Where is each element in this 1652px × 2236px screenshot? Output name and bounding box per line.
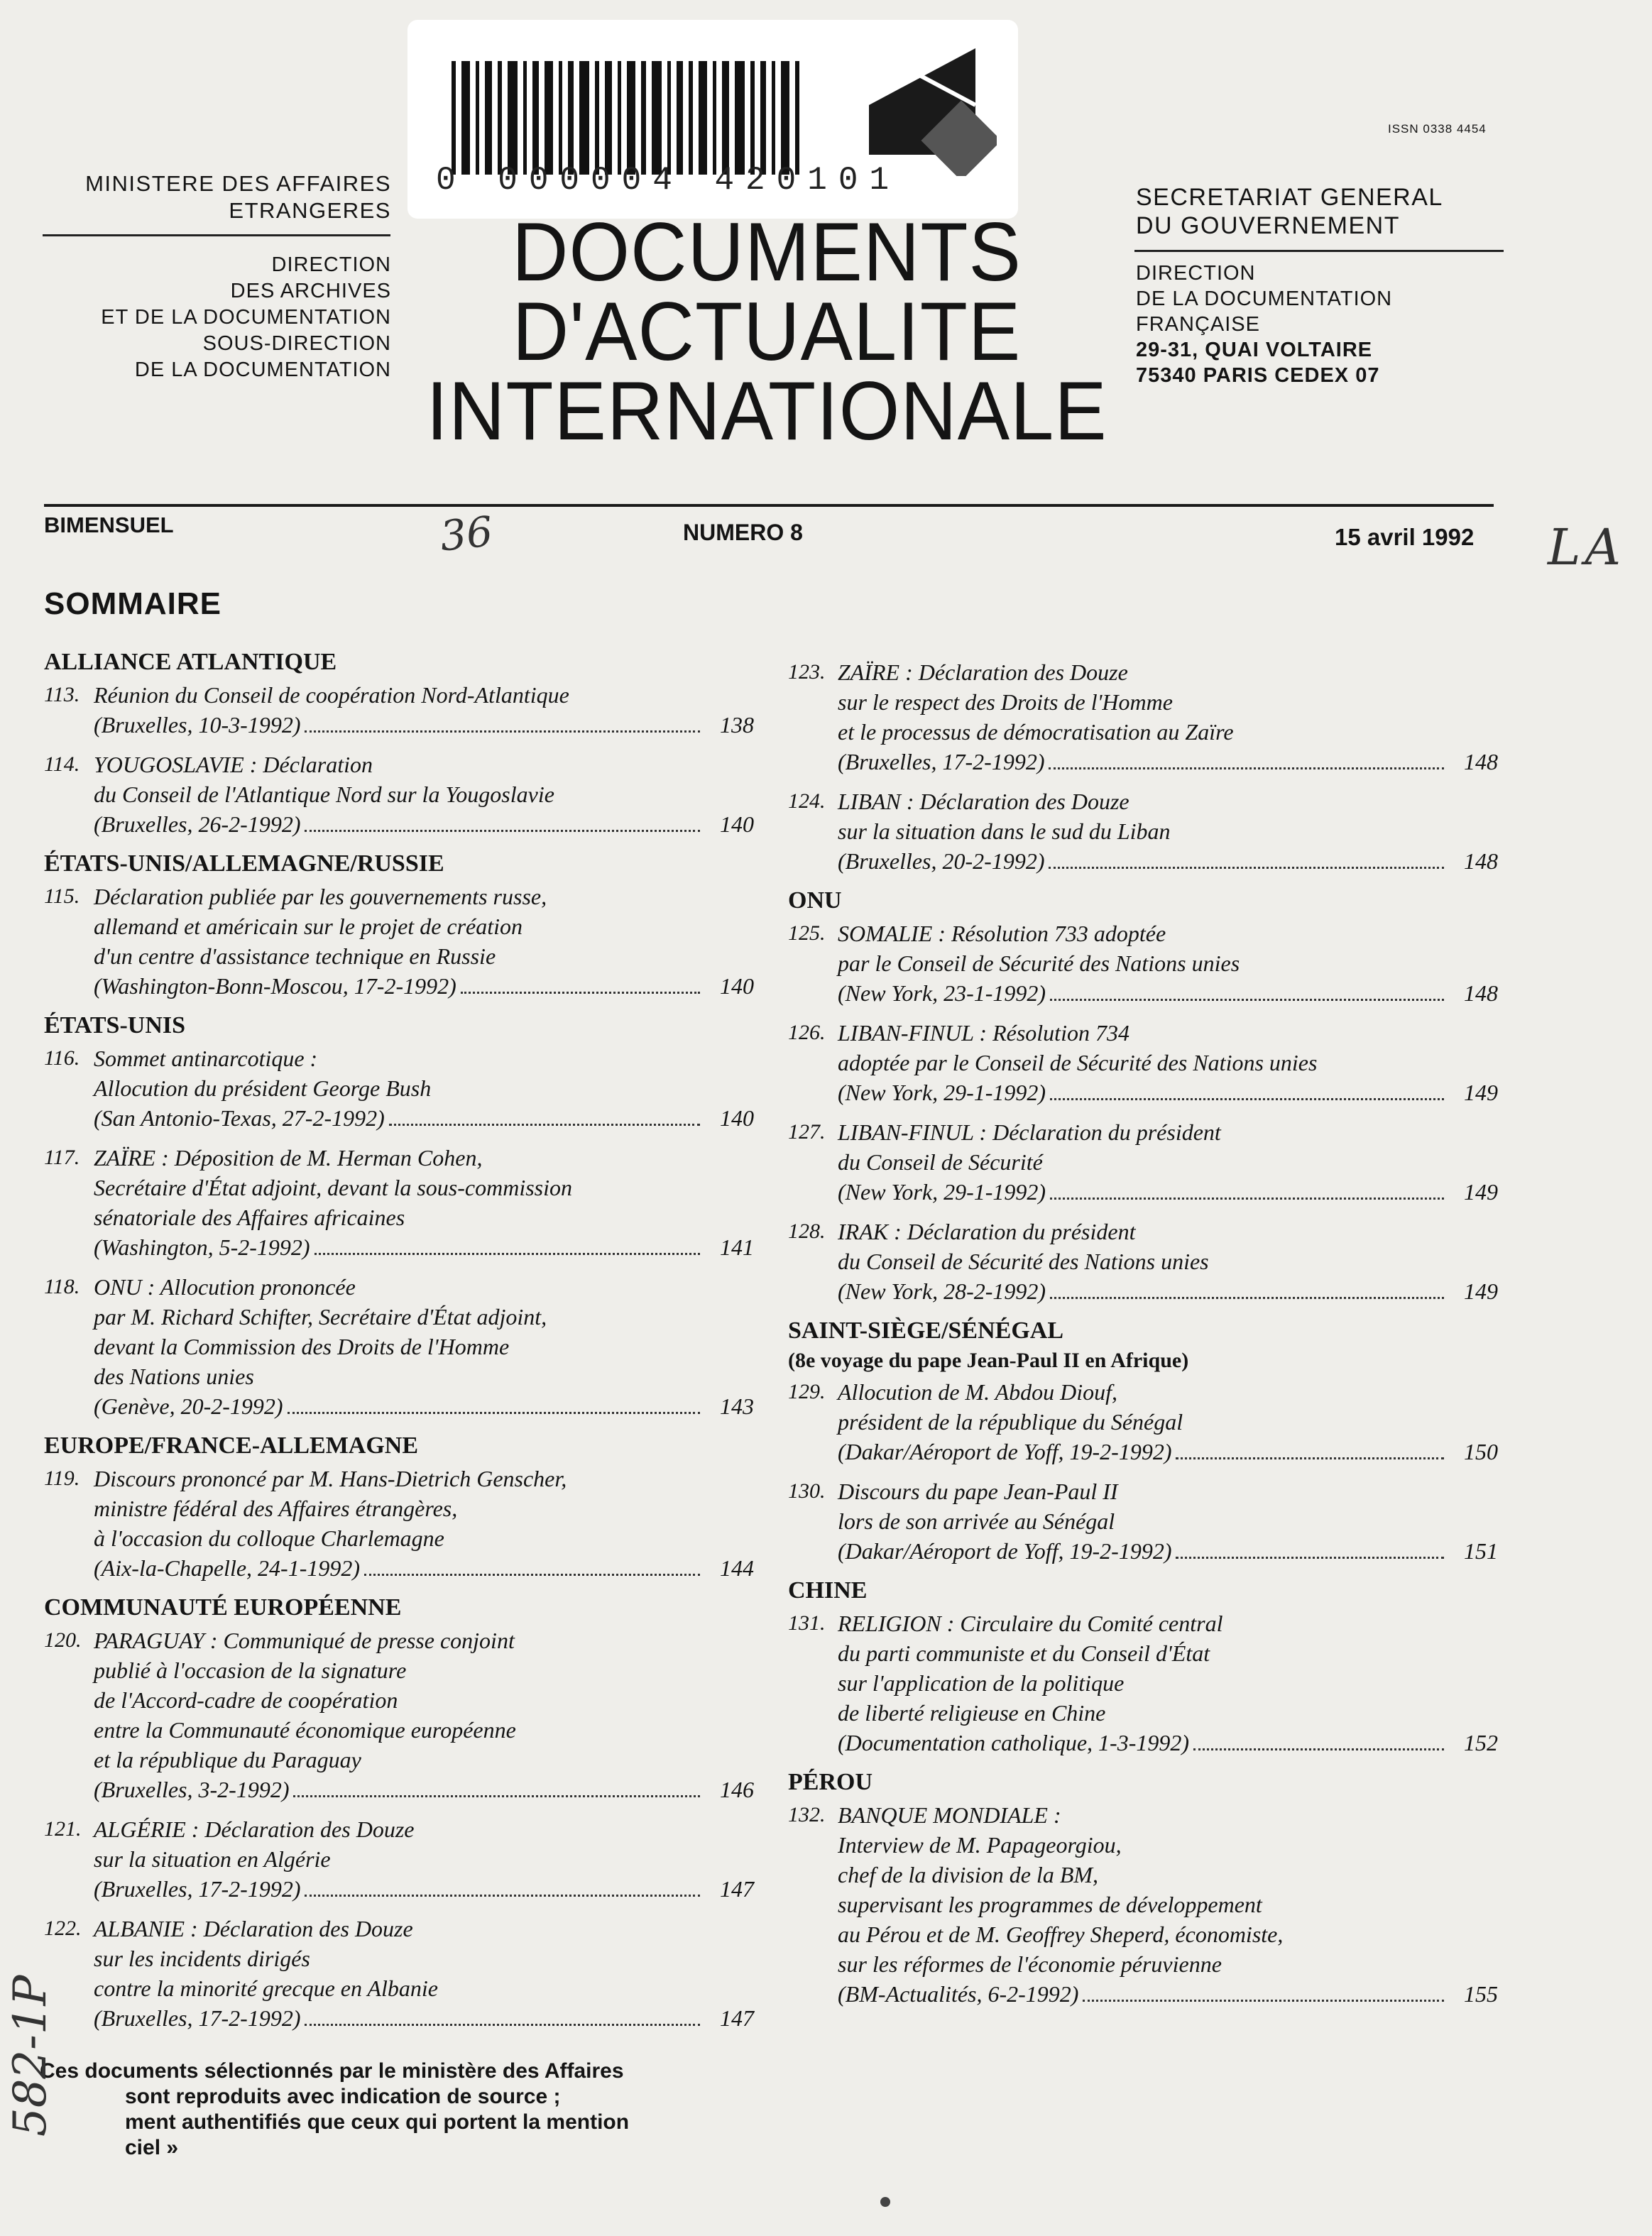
toc-entry-title-line: Discours prononcé par M. Hans-Dietrich Genscher, [94,1466,567,1491]
toc-section-heading: EUROPE/FRANCE-ALLEMAGNE [44,1432,419,1459]
toc-entry-title-line: Réunion du Conseil de coopération Nord-Atlantique [94,682,569,708]
toc-entry-title-line: adoptée par le Conseil de Sécurité des Nations unies [838,1050,1318,1075]
toc-entry-title-line: ALGÉRIE : Déclaration des Douze [94,1816,415,1842]
toc-entry-source: (Bruxelles, 17-2-1992) [94,2005,301,2031]
toc-entry [788,1609,1498,1758]
toc-entry [44,1043,754,1133]
ministry-name: MINISTERE DES AFFAIRES ETRANGERES [85,171,391,223]
toc-entry-title-line: ALBANIE : Déclaration des Douze [94,1916,413,1941]
toc-entry [44,1464,754,1583]
toc-entry-number: 122. [44,1917,82,1940]
toc-entry-number: 119. [44,1467,80,1490]
toc-entry [788,1800,1498,2009]
toc-leader-dots [305,2024,700,2026]
toc-entry-title-line: de liberté religieuse en Chine [838,1700,1106,1726]
toc-entry [44,1272,754,1421]
toc-entry-title-line: Secrétaire d'État adjoint, devant la sous-commission [94,1175,573,1200]
toc-leader-dots [1049,767,1444,769]
toc-entry-page: 146 [720,1777,754,1802]
toc-entry-title-line: RELIGION : Circulaire du Comité central [838,1611,1223,1636]
toc-entry-title-line: Sommet antinarcotique : [94,1046,318,1071]
toc-leader-dots [1050,1297,1444,1299]
toc-entry-title-line: à l'occasion du colloque Charlemagne [94,1525,444,1551]
toc-leader-dots [288,1412,700,1414]
toc-leader-dots [1050,1198,1444,1200]
publication-title: DOCUMENTS D'ACTUALITE INTERNATIONALE [426,206,1107,458]
toc-leader-dots [305,830,700,832]
toc-entry-title-line: et la république du Paraguay [94,1747,361,1772]
toc-entry-title-line: au Pérou et de M. Geoffrey Sheperd, économiste, [838,1922,1284,1947]
toc-entry-title-line: SOMALIE : Résolution 733 adoptée [838,921,1166,946]
toc-entry-number: 121. [44,1817,82,1841]
toc-entry-title-line: ministre fédéral des Affaires étrangères, [94,1496,458,1521]
toc-entry [788,657,1498,777]
toc-entry [788,1217,1498,1306]
secretariat-name: SECRETARIAT GENERAL DU GOUVERNEMENT [1136,184,1443,239]
handwritten-initials: LA [1548,518,1626,576]
toc-entry-page: 141 [720,1234,754,1260]
toc-entry-title-line: sur les réformes de l'économie péruvienne [838,1951,1222,1977]
toc-entry-source: (Documentation catholique, 1-3-1992) [838,1730,1189,1755]
toc-entry-source: (Genève, 20-2-1992) [94,1393,283,1419]
toc-entry-title-line: Allocution de M. Abdou Diouf, [838,1379,1118,1405]
toc-entry-source: (Dakar/Aéroport de Yoff, 19-2-1992) [838,1439,1172,1464]
issue-number: NUMERO 8 [683,520,803,545]
issn-number: ISSN 0338 4454 [1388,122,1487,136]
toc-entry-source: (New York, 23-1-1992) [838,980,1046,1006]
publisher-logo-icon [862,41,997,176]
toc-entry-number: 130. [788,1479,826,1503]
toc-entry-number: 117. [44,1146,80,1169]
toc-section-heading: COMMUNAUTÉ EUROPÉENNE [44,1594,402,1621]
toc-entry-title-line: BANQUE MONDIALE : [838,1802,1061,1828]
toc-entry-title-line: publié à l'occasion de la signature [94,1657,407,1683]
toc-entry-page: 149 [1464,1080,1498,1105]
toc-entry-title-line: contre la minorité grecque en Albanie [94,1975,438,2001]
ministry-divider [43,234,390,236]
toc-leader-dots [364,1574,700,1576]
toc-entry-title-line: de l'Accord-cadre de coopération [94,1687,398,1713]
toc-section-heading: SAINT-SIÈGE/SÉNÉGAL [788,1317,1064,1344]
toc-entry-number: 128. [788,1220,826,1243]
toc-entry-title-line: Allocution du président George Bush [94,1075,432,1101]
toc-entry-number: 116. [44,1046,80,1070]
toc-entry-source: (Dakar/Aéroport de Yoff, 19-2-1992) [838,1538,1172,1564]
toc-entry-page: 140 [720,811,754,837]
toc-leader-dots [293,1795,700,1797]
toc-entry-source: (New York, 29-1-1992) [838,1080,1046,1105]
toc-entry-title-line: sur le respect des Droits de l'Homme [838,689,1173,715]
toc-entry-title-line: devant la Commission des Droits de l'Homme [94,1334,510,1359]
toc-entry-source: (Washington-Bonn-Moscou, 17-2-1992) [94,973,456,999]
toc-entry-title-line: LIBAN : Déclaration des Douze [838,789,1129,814]
toc-entry-page: 147 [720,2005,754,2031]
toc-entry-number: 120. [44,1628,82,1652]
toc-subsection-heading: (8e voyage du pape Jean-Paul II en Afrique) [788,1349,1189,1372]
toc-entry-number: 114. [44,752,80,776]
toc-entry-title-line: président de la république du Sénégal [838,1409,1183,1435]
toc-entry [44,680,754,740]
toc-entry [788,1117,1498,1207]
toc-entry-title-line: LIBAN-FINUL : Déclaration du président [838,1119,1221,1145]
toc-entry-title-line: PARAGUAY : Communiqué de presse conjoint [94,1628,515,1653]
toc-section-heading: ÉTATS-UNIS/ALLEMAGNE/RUSSIE [44,850,444,877]
toc-entry-title-line: sur la situation dans le sud du Liban [838,818,1171,844]
toc-leader-dots [305,1895,700,1897]
toc-entry-number: 123. [788,660,826,684]
toc-entry-number: 131. [788,1611,826,1635]
toc-entry [44,1914,754,2033]
frequency-label: BIMENSUEL [44,513,174,537]
toc-section-heading: ÉTATS-UNIS [44,1012,186,1038]
toc-entry-page: 148 [1464,980,1498,1006]
toc-entry-title-line: sur les incidents dirigés [94,1946,310,1971]
toc-entry-title-line: IRAK : Déclaration du président [838,1219,1136,1244]
toc-leader-dots [305,730,700,733]
toc-entry-number: 115. [44,884,80,908]
toc-leader-dots [314,1253,700,1255]
toc-entry-page: 138 [720,712,754,738]
toc-entry-page: 140 [720,973,754,999]
toc-entry-source: (Aix-la-Chapelle, 24-1-1992) [94,1555,360,1581]
ministry-direction: DIRECTION DES ARCHIVES ET DE LA DOCUMENTATION SOUS-DIRECTION DE LA DOCUMENTATION [101,253,391,381]
page-mark [880,2197,890,2207]
sommaire-title: SOMMAIRE [44,586,221,621]
toc-entry-title-line: ZAÏRE : Déposition de M. Herman Cohen, [94,1145,483,1171]
toc-entry-title-line: Interview de M. Papageorgiou, [838,1832,1122,1858]
masthead-divider [44,504,1494,507]
toc-entry-title-line: d'un centre d'assistance technique en Russie [94,943,496,969]
toc-entry-page: 147 [720,1876,754,1902]
toc-entry-title-line: du parti communiste et du Conseil d'État [838,1640,1210,1666]
toc-entry-number: 118. [44,1275,80,1298]
toc-entry-title-line: ONU : Allocution prononcée [94,1274,356,1300]
toc-entry-title-line: et le processus de démocratisation au Zaïre [838,719,1234,745]
toc-entry-page: 155 [1464,1981,1498,2007]
toc-entry-page: 148 [1464,749,1498,774]
toc-entry [788,1377,1498,1467]
handwritten-margin-note: 582-1P [4,1975,57,2137]
toc-entry-source: (New York, 28-2-1992) [838,1278,1046,1304]
toc-entry-title-line: du Conseil de l'Atlantique Nord sur la Yougoslavie [94,782,554,807]
toc-entry-source: (BM-Actualités, 6-2-1992) [838,1981,1079,2007]
toc-entry-title-line: Discours du pape Jean-Paul II [838,1479,1118,1504]
toc-left-column [44,643,754,2043]
toc-section-heading: ALLIANCE ATLANTIQUE [44,649,337,675]
toc-leader-dots [461,992,700,994]
toc-entry-title-line: entre la Communauté économique européenne [94,1717,516,1743]
toc-entry [44,1814,754,1904]
secretariat-direction: DIRECTION DE LA DOCUMENTATION FRANÇAISE 29-31, QUAI VOLTAIRE 75340 PARIS CEDEX 07 [1136,262,1393,387]
toc-entry-title-line: chef de la division de la BM, [838,1862,1099,1887]
toc-entry-source: (Bruxelles, 17-2-1992) [94,1876,301,1902]
barcode-label [407,20,1018,219]
toc-leader-dots [1193,1748,1444,1750]
toc-entry-title-line: LIBAN-FINUL : Résolution 734 [838,1020,1129,1046]
toc-entry-title-line: sur l'application de la politique [838,1670,1125,1696]
footer-note: Ces documents sélectionnés par le ministère des Affaires sont reproduits avec indication de source ; ment authentifiés que ceux qui portent la mention ciel » [40,2059,630,2159]
toc-section-heading: ONU [788,887,842,914]
toc-entry-page: 152 [1464,1730,1498,1755]
toc-entry-number: 113. [44,683,80,706]
toc-entry [44,1143,754,1262]
secretariat-divider [1134,250,1504,252]
toc-right-column [788,657,1498,2019]
toc-entry-page: 149 [1464,1278,1498,1304]
toc-entry [788,1018,1498,1107]
toc-entry-title-line: des Nations unies [94,1364,254,1389]
toc-entry-number: 129. [788,1380,826,1403]
toc-entry-source: (Bruxelles, 20-2-1992) [838,848,1045,874]
toc-entry-page: 149 [1464,1179,1498,1205]
toc-entry-title-line: sénatoriale des Affaires africaines [94,1205,405,1230]
toc-entry-title-line: du Conseil de Sécurité des Nations unies [838,1249,1209,1274]
toc-section-heading: CHINE [788,1577,868,1604]
toc-leader-dots [389,1124,700,1126]
toc-entry-source: (Bruxelles, 26-2-1992) [94,811,301,837]
toc-leader-dots [1050,1098,1444,1100]
toc-entry-source: (Bruxelles, 3-2-1992) [94,1777,290,1802]
toc-entry-source: (Bruxelles, 17-2-1992) [838,749,1045,774]
toc-leader-dots [1050,999,1444,1001]
toc-leader-dots [1083,2000,1444,2002]
toc-leader-dots [1176,1457,1444,1459]
toc-entry-page: 150 [1464,1439,1498,1464]
toc-entry-source: (Washington, 5-2-1992) [94,1234,310,1260]
barcode-bars [452,61,799,175]
toc-entry-source: (Bruxelles, 10-3-1992) [94,712,301,738]
toc-entry-page: 140 [720,1105,754,1131]
toc-entry-title-line: lors de son arrivée au Sénégal [838,1508,1115,1534]
toc-entry-title-line: YOUGOSLAVIE : Déclaration [94,752,373,777]
toc-entry [44,882,754,1001]
toc-entry-title-line: allemand et américain sur le projet de création [94,914,523,939]
toc-entry [44,1626,754,1804]
toc-entry-number: 125. [788,921,826,945]
toc-entry-title-line: ZAÏRE : Déclaration des Douze [838,659,1128,685]
toc-entry [44,750,754,839]
toc-entry-number: 132. [788,1803,826,1826]
toc-entry-number: 126. [788,1021,826,1044]
toc-entry-number: 124. [788,789,826,813]
toc-entry-page: 148 [1464,848,1498,874]
toc-entry-page: 151 [1464,1538,1498,1564]
toc-entry-title-line: par le Conseil de Sécurité des Nations unies [838,950,1240,976]
issue-date: 15 avril 1992 [1335,524,1475,550]
toc-entry-title-line: du Conseil de Sécurité [838,1149,1043,1175]
toc-leader-dots [1176,1557,1444,1559]
toc-entry [788,919,1498,1008]
toc-entry-title-line: supervisant les programmes de développement [838,1892,1262,1917]
toc-entry-page: 144 [720,1555,754,1581]
toc-entry-title-line: Déclaration publiée par les gouvernements russe, [94,884,547,909]
toc-leader-dots [1049,867,1444,869]
toc-entry-title-line: sur la situation en Algérie [94,1846,331,1872]
toc-entry [788,1476,1498,1566]
toc-entry-number: 127. [788,1120,826,1144]
barcode-digits: 0 000004 420101 [436,162,901,199]
toc-section-heading: PÉROU [788,1769,873,1795]
toc-entry [788,787,1498,876]
toc-entry-page: 143 [720,1393,754,1419]
toc-entry-source: (New York, 29-1-1992) [838,1179,1046,1205]
toc-entry-source: (San Antonio-Texas, 27-2-1992) [94,1105,385,1131]
handwritten-number: 36 [437,507,496,561]
toc-entry-title-line: par M. Richard Schifter, Secrétaire d'État adjoint, [94,1304,547,1330]
